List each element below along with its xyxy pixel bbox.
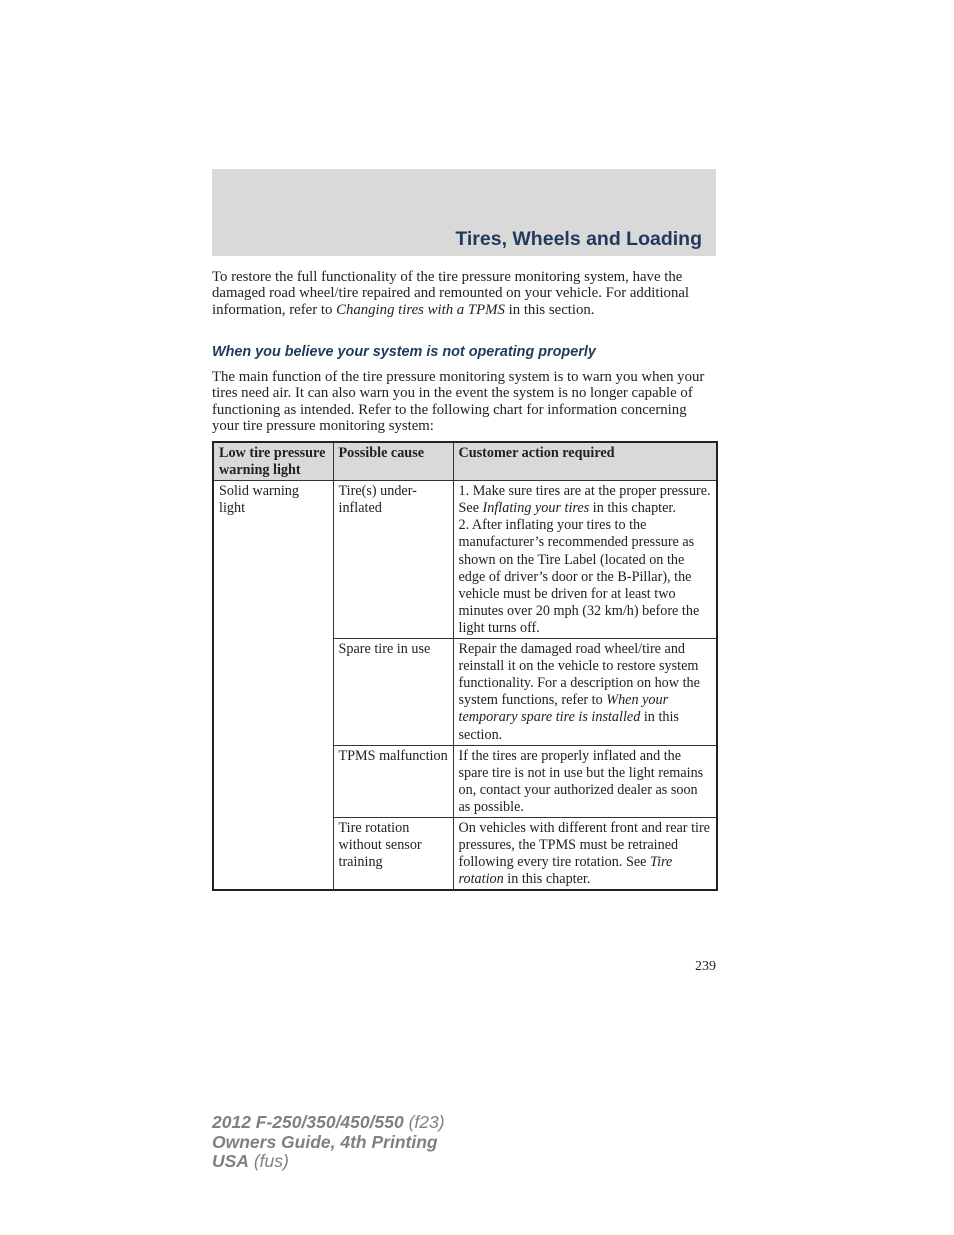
cross-reference: When your temporary spare tire is installed [458, 692, 669, 726]
footer-model-line: 2012 F-250/350/450/550 (f23) [212, 1112, 445, 1132]
body-paragraph: The main function of the tire pressure monitoring system is to warn you when your tires need air. It can also warn you in the event the system is no longer capable of functioning as intended. Refer to the following chart for information concerning your tire pressure monitoring system: [212, 369, 705, 435]
page-number: 239 [695, 959, 716, 974]
footer-edition-line: Owners Guide, 4th Printing [212, 1131, 438, 1152]
action-cell: Repair the damaged road wheel/tire and reinstall it on the vehicle to restore system functionality. For a description on how the system functions, refer to When your temporary spare tire is installed in this section. [453, 639, 717, 746]
action-step-1: 1. Make sure tires are at the proper pressure. See Inflating your tires in this chapter. [458, 483, 711, 517]
header-possible-cause: Possible cause [333, 442, 453, 481]
cause-cell: Tire(s) under-inflated [333, 481, 453, 639]
intro-cross-reference: Changing tires with a TPMS [336, 301, 505, 318]
cause-cell: TPMS malfunction [333, 745, 453, 817]
header-customer-action: Customer action required [453, 442, 717, 481]
table-row [213, 481, 717, 639]
table-header-row [213, 442, 717, 481]
document-footer [212, 1113, 445, 1172]
cause-cell: Spare tire in use [333, 639, 453, 746]
action-cell: If the tires are properly inflated and the spare tire is not in use but the light remains on, contact your authorized dealer as soon as possible. [453, 745, 717, 817]
action-cell: On vehicles with different front and rear tire pressures, the TPMS must be retrained following every tire rotation. See Tire rotation in this chapter. [453, 817, 717, 890]
intro-paragraph [212, 269, 716, 318]
header-warning-light: Low tire pressure warning light [213, 442, 333, 481]
section-title: Tires, Wheels and Loading [455, 228, 702, 250]
intro-text-end: in this section. [504, 301, 595, 318]
light-state-cell: Solid warning light [213, 481, 333, 891]
footer-market-line: USA (fus) [212, 1151, 289, 1171]
tpms-troubleshooting-table [212, 441, 718, 891]
section-header-band [212, 169, 716, 256]
cross-reference: Tire rotation [458, 854, 673, 888]
cross-reference: Inflating your tires [482, 500, 590, 517]
action-step-2: 2. After inflating your tires to the manufacturer’s recommended pressure as shown on the Tire Label (located on the edge of driver’s door or the B-Pillar), the vehicle must be driven for at least two minutes over 20 mph (32 km/h) before the light turns off. [458, 517, 700, 636]
cause-cell: Tire rotation without sensor training [333, 817, 453, 890]
subheading: When you believe your system is not operating properly [212, 344, 596, 360]
action-cell [453, 481, 717, 639]
intro-text: To restore the full functionality of the tire pressure monitoring system, have the damaged road wheel/tire repaired and remounted on your vehicle. For additional information, refer to [212, 269, 690, 318]
